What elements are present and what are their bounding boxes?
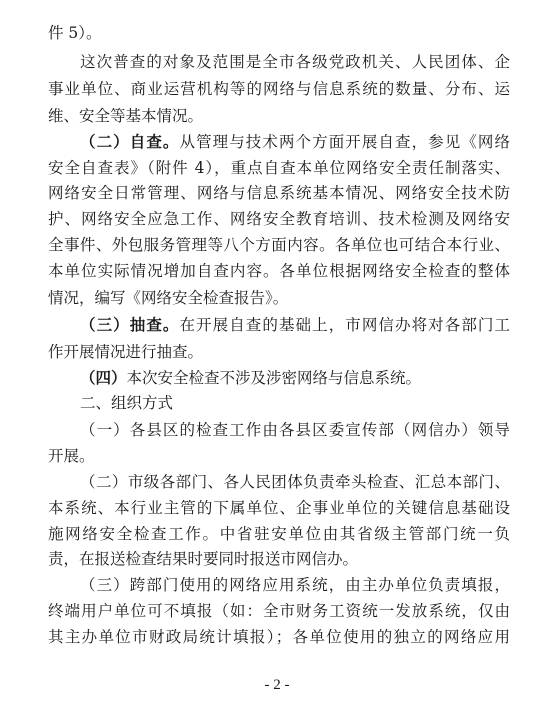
section-label-four: （四） — [80, 368, 127, 387]
text-line-2: 这次普查的对象及范围是全市各级党政机关、人民团体、企 — [80, 53, 510, 71]
text-line-13: 作开展情况进行抽查。 — [48, 343, 204, 361]
text-line-19: 本系统、本行业主管的下属单位、企事业单位的关键信息基础设 — [48, 499, 510, 517]
text-line-10: 本单位实际情况增加自查内容。各单位根据网络安全检查的整体 — [48, 262, 510, 280]
text-line-16: （一）各县区的检查工作由各县区委宣传部（网信办）领导 — [80, 421, 510, 439]
text-line-17: 开展。 — [48, 447, 95, 465]
section-spot-check-heading: （三）抽查。在开展自查的基础上，市网信办将对各部门工 — [80, 315, 510, 334]
text-line-21: 责，在报送检查结果时要同时报送市网信办。 — [48, 550, 359, 568]
text-line-1: 件 5）。 — [48, 24, 102, 42]
section-self-check-heading: （二）自查。从管理与技术两个方面开展自查，参见《网络 — [80, 132, 510, 151]
section-label-spot-check: （三）抽查。 — [80, 315, 180, 334]
text-line-4: 维、安全等基本情况。 — [48, 107, 204, 125]
text-line-8: 护、网络安全应急工作、网络安全教育培训、技术检测及网络安 — [48, 210, 510, 228]
text-line-6: 安全自查表》（附件 4），重点自查本单位网络安全责任制落实、 — [48, 159, 510, 177]
section-four-heading: （四）本次安全检查不涉及涉密网络与信息系统。 — [80, 368, 422, 387]
text-line-24: 其主办单位市财政局统计填报）；各单位使用的独立的网络应用 — [48, 628, 510, 646]
text-line-20: 施网络安全检查工作。中省驻安单位由其省级主管部门统一负 — [48, 525, 510, 543]
text-line-9: 全事件、外包服务管理等八个方面内容。各单位也可结合本行业、 — [48, 236, 510, 254]
section-organization-heading: 二、组织方式 — [80, 394, 174, 412]
text-line-22: （三）跨部门使用的网络应用系统，由主办单位负责填报， — [80, 576, 510, 594]
section-label-self-check: （二）自查。 — [80, 132, 180, 151]
page-number: - 2 - — [264, 677, 290, 693]
text-line-18: （二）市级各部门、各人民团体负责牵头检查、汇总本部门、 — [80, 473, 510, 491]
text-line-11: 情况，编写《网络安全检查报告》。 — [48, 289, 289, 307]
text-line-3: 事业单位、商业运营机构等的网络与信息系统的数量、分布、运 — [48, 80, 510, 98]
text-line-7: 网络安全日常管理、网络与信息系统基本情况、网络安全技术防 — [48, 184, 510, 202]
text-line-23: 终端用户单位可不填报（如：全市财务工资统一发放系统，仅由 — [48, 602, 510, 620]
